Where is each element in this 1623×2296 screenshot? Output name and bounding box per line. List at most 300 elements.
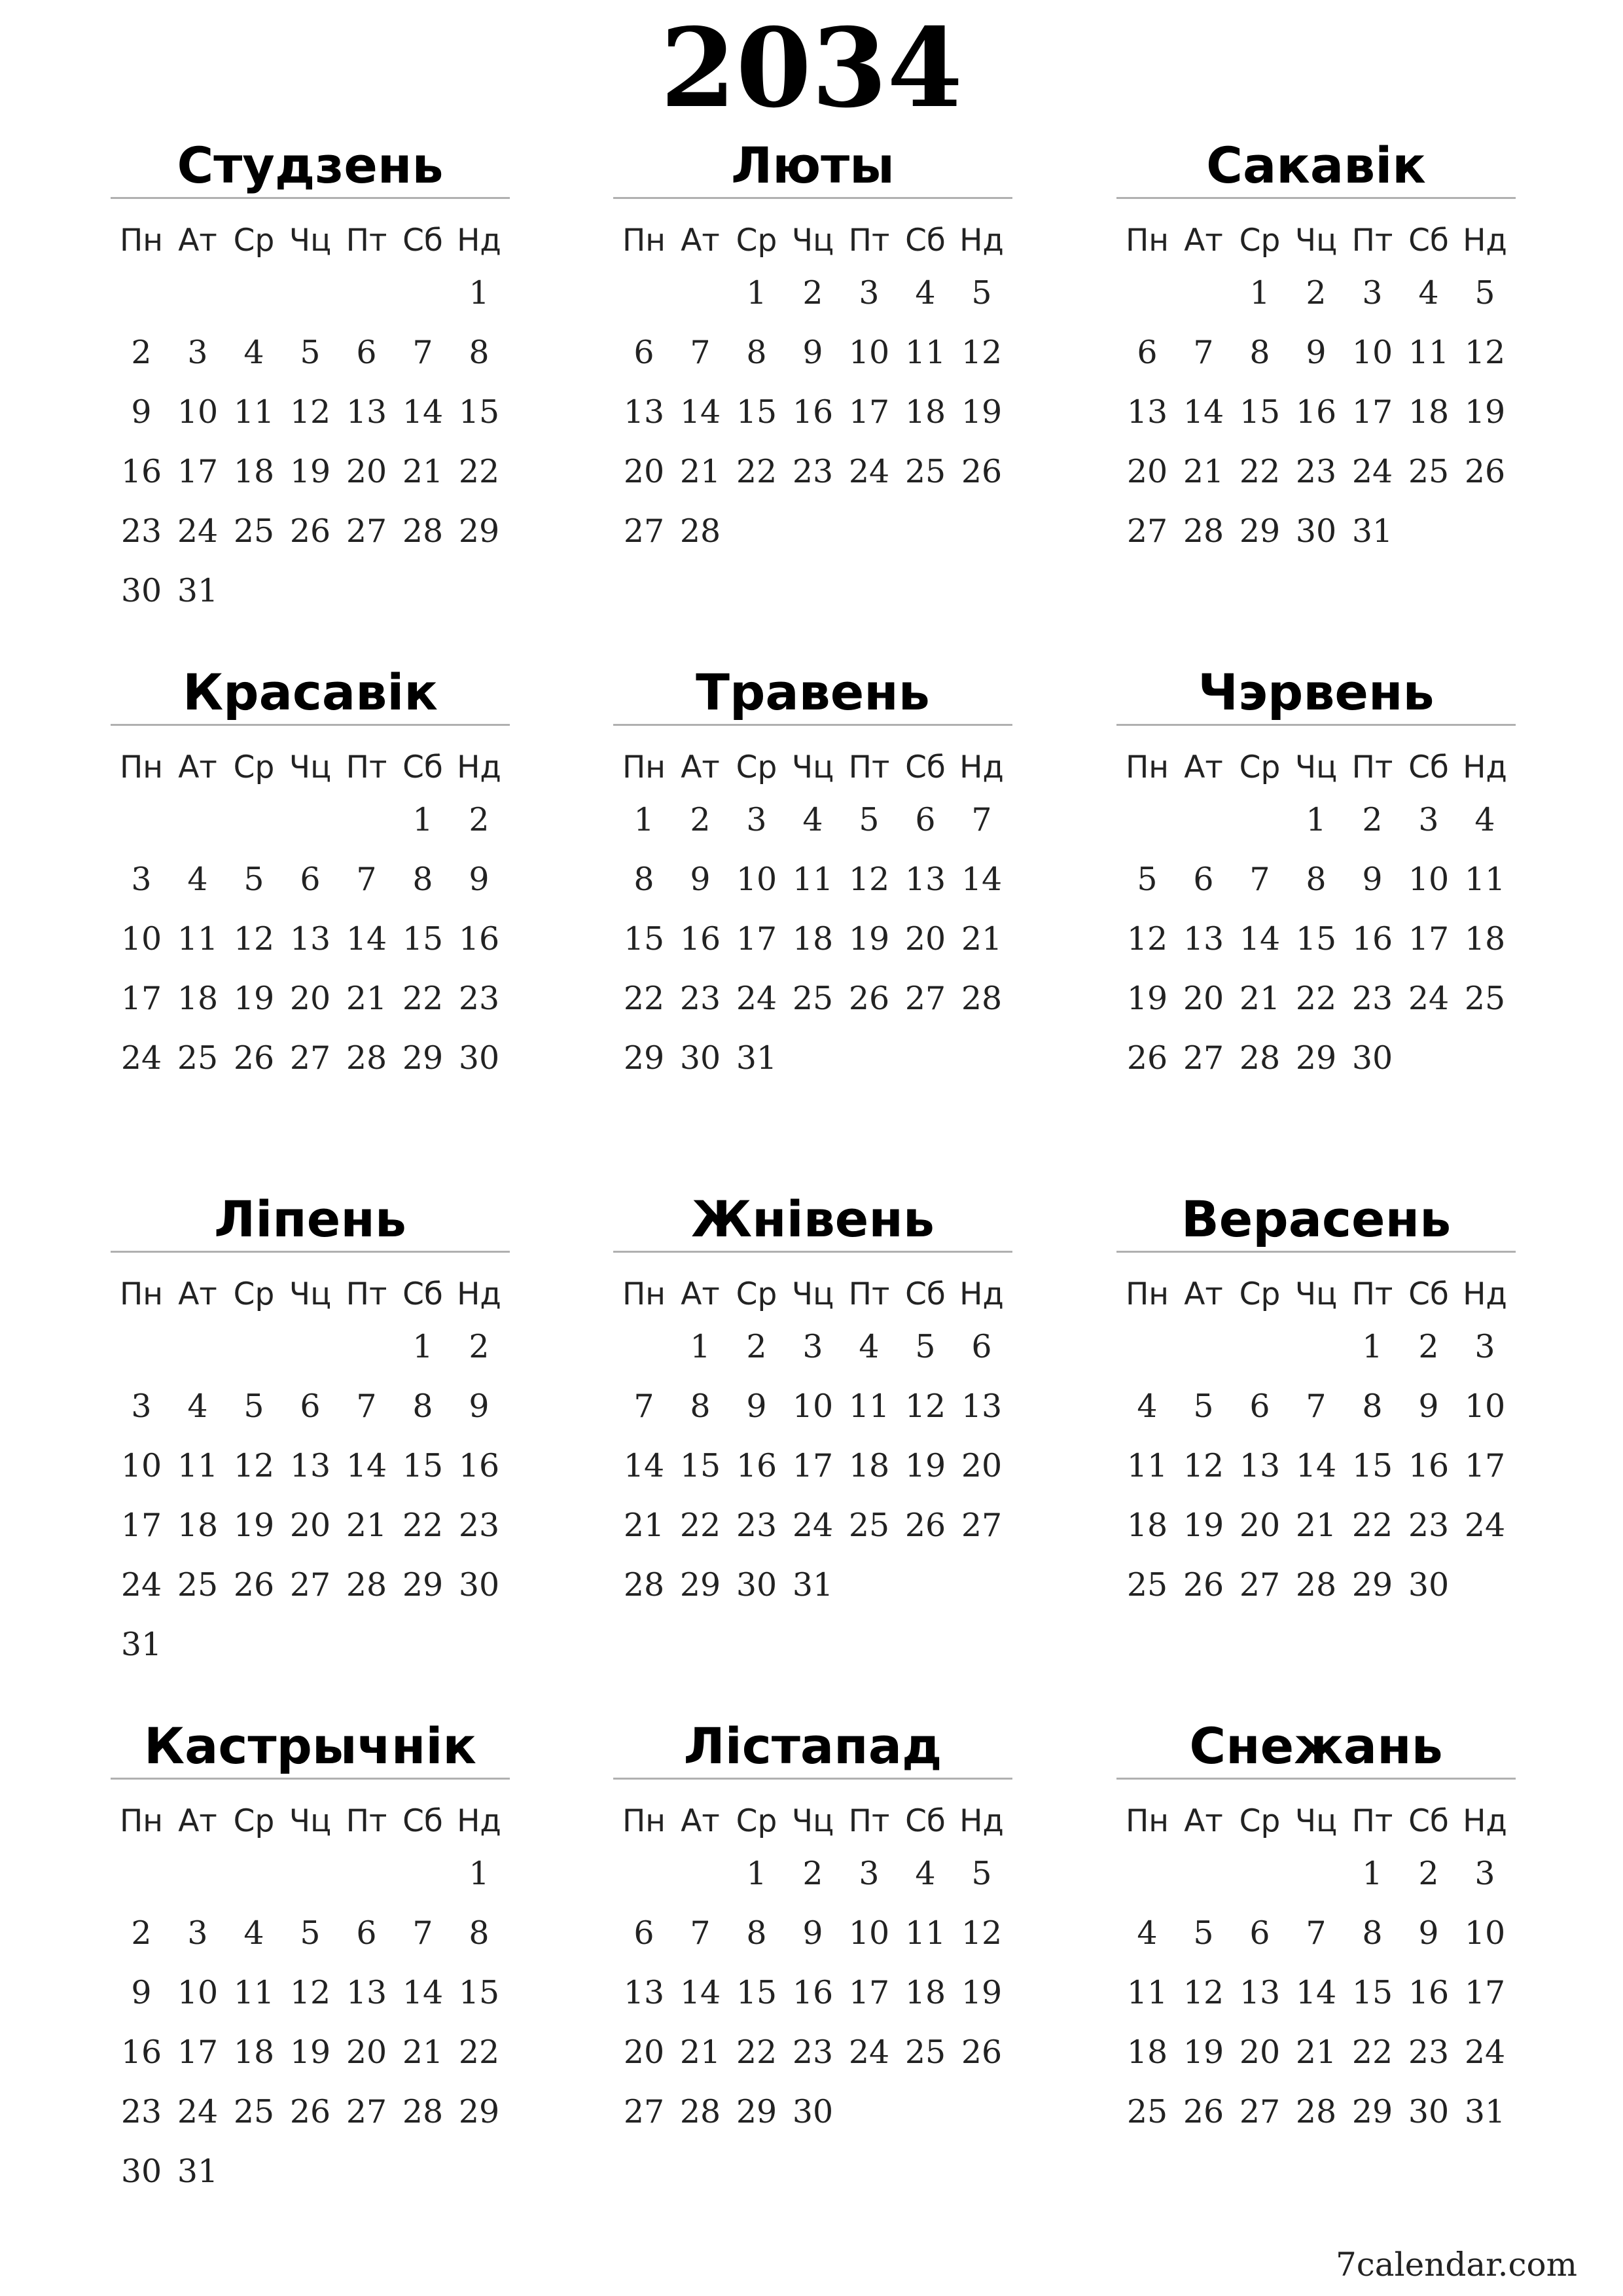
weekday-label: Ат <box>1184 223 1223 259</box>
day-cell: 2 <box>690 801 711 838</box>
day-cell: 4 <box>859 1328 880 1365</box>
day-cell: 23 <box>792 453 834 490</box>
day-cell: 28 <box>1295 1566 1337 1604</box>
day-cell: 18 <box>792 920 834 958</box>
day-cell: 5 <box>1193 1914 1214 1952</box>
day-cell: 16 <box>792 393 834 431</box>
day-cell: 20 <box>1126 453 1168 490</box>
month-name: Жнівень <box>613 1188 1012 1253</box>
day-cell: 3 <box>1362 274 1383 312</box>
day-cell: 4 <box>243 334 264 371</box>
day-cell: 25 <box>177 1566 219 1604</box>
day-cell: 26 <box>233 1566 275 1604</box>
day-cell: 9 <box>1362 861 1383 898</box>
day-cell: 6 <box>633 1914 654 1952</box>
day-cell: 6 <box>633 334 654 371</box>
day-cell: 19 <box>233 980 275 1017</box>
day-cell: 26 <box>904 1507 946 1544</box>
day-cell: 8 <box>1249 334 1270 371</box>
day-cell: 18 <box>233 453 275 490</box>
day-cell: 5 <box>971 1855 992 1892</box>
day-cell: 21 <box>402 2034 444 2071</box>
month-block <box>111 1715 510 2198</box>
month-days-grid <box>111 1253 510 1672</box>
day-cell: 29 <box>402 1566 444 1604</box>
day-cell: 19 <box>289 2034 331 2071</box>
day-cell: 10 <box>1464 1914 1506 1952</box>
day-cell: 24 <box>177 512 219 550</box>
day-cell: 6 <box>1249 1914 1270 1952</box>
day-cell: 20 <box>961 1447 1003 1484</box>
day-cell: 15 <box>1239 393 1281 431</box>
day-cell: 28 <box>623 1566 665 1604</box>
day-cell: 22 <box>1239 453 1281 490</box>
day-cell: 13 <box>1239 1447 1281 1484</box>
day-cell: 9 <box>469 1388 490 1425</box>
weekday-label: Сб <box>1408 749 1449 785</box>
day-cell: 16 <box>120 2034 162 2071</box>
month-days-grid <box>613 199 1012 618</box>
day-cell: 16 <box>458 920 500 958</box>
day-cell: 5 <box>300 334 321 371</box>
day-cell: 18 <box>1126 1507 1168 1544</box>
day-cell: 23 <box>458 980 500 1017</box>
day-cell: 3 <box>746 801 767 838</box>
day-cell: 27 <box>904 980 946 1017</box>
weekday-label: Чц <box>1294 1276 1338 1312</box>
day-cell: 2 <box>1306 274 1327 312</box>
weekday-label: Пт <box>346 223 387 259</box>
day-cell: 11 <box>177 1447 219 1484</box>
day-cell: 19 <box>1183 2034 1224 2071</box>
weekday-label: Нд <box>1463 1276 1507 1312</box>
day-cell: 7 <box>1193 334 1214 371</box>
day-cell: 29 <box>402 1039 444 1077</box>
day-cell: 17 <box>736 920 777 958</box>
weekday-label: Нд <box>457 749 501 785</box>
day-cell: 7 <box>633 1388 654 1425</box>
day-cell: 20 <box>623 2034 665 2071</box>
day-cell: 29 <box>1295 1039 1337 1077</box>
day-cell: 24 <box>792 1507 834 1544</box>
day-cell: 31 <box>120 1626 162 1663</box>
day-cell: 30 <box>1295 512 1337 550</box>
month-name: Лістапад <box>613 1715 1012 1780</box>
day-cell: 14 <box>402 1974 444 2011</box>
day-cell: 13 <box>623 393 665 431</box>
day-cell: 1 <box>1362 1855 1383 1892</box>
day-cell: 7 <box>1306 1388 1327 1425</box>
day-cell: 2 <box>746 1328 767 1365</box>
day-cell: 24 <box>120 1039 162 1077</box>
weekday-label: Нд <box>959 1276 1004 1312</box>
day-cell: 30 <box>679 1039 721 1077</box>
day-cell: 19 <box>289 453 331 490</box>
weekday-label: Нд <box>959 749 1004 785</box>
day-cell: 2 <box>1418 1855 1439 1892</box>
day-cell: 19 <box>904 1447 946 1484</box>
day-cell: 24 <box>1464 2034 1506 2071</box>
day-cell: 23 <box>736 1507 777 1544</box>
weekday-label: Ср <box>736 1803 777 1839</box>
day-cell: 9 <box>131 393 152 431</box>
day-cell: 17 <box>1464 1447 1506 1484</box>
day-cell: 8 <box>746 334 767 371</box>
day-cell: 3 <box>802 1328 823 1365</box>
day-cell: 2 <box>802 1855 823 1892</box>
day-cell: 24 <box>1351 453 1393 490</box>
day-cell: 15 <box>458 1974 500 2011</box>
day-cell: 3 <box>859 274 880 312</box>
day-cell: 16 <box>736 1447 777 1484</box>
day-cell: 4 <box>915 274 936 312</box>
year-title: 2034 <box>660 5 963 132</box>
day-cell: 1 <box>1306 801 1327 838</box>
day-cell: 19 <box>233 1507 275 1544</box>
day-cell: 19 <box>961 1974 1003 2011</box>
day-cell: 8 <box>469 1914 490 1952</box>
weekday-label: Нд <box>457 223 501 259</box>
day-cell: 21 <box>1295 2034 1337 2071</box>
month-name: Студзень <box>111 134 510 199</box>
day-cell: 18 <box>233 2034 275 2071</box>
day-cell: 29 <box>1351 1566 1393 1604</box>
weekday-label: Пт <box>346 749 387 785</box>
day-cell: 28 <box>961 980 1003 1017</box>
day-cell: 28 <box>402 2093 444 2130</box>
day-cell: 20 <box>346 453 387 490</box>
day-cell: 3 <box>131 1388 152 1425</box>
weekday-label: Сб <box>905 1276 946 1312</box>
day-cell: 4 <box>187 1388 208 1425</box>
day-cell: 1 <box>690 1328 711 1365</box>
day-cell: 11 <box>904 334 946 371</box>
weekday-label: Сб <box>1408 1803 1449 1839</box>
day-cell: 2 <box>469 801 490 838</box>
day-cell: 4 <box>915 1855 936 1892</box>
day-cell: 6 <box>300 861 321 898</box>
day-cell: 15 <box>1295 920 1337 958</box>
weekday-label: Сб <box>905 749 946 785</box>
weekday-label: Сб <box>402 1803 443 1839</box>
day-cell: 13 <box>1126 393 1168 431</box>
day-cell: 14 <box>1295 1974 1337 2011</box>
month-block <box>111 661 510 1145</box>
day-cell: 18 <box>1126 2034 1168 2071</box>
day-cell: 22 <box>402 980 444 1017</box>
day-cell: 26 <box>848 980 890 1017</box>
day-cell: 22 <box>736 453 777 490</box>
day-cell: 9 <box>1418 1388 1439 1425</box>
weekday-label: Ат <box>681 749 720 785</box>
month-days-grid <box>613 1253 1012 1672</box>
day-cell: 28 <box>1183 512 1224 550</box>
weekday-label: Пт <box>848 749 890 785</box>
day-cell: 10 <box>177 1974 219 2011</box>
day-cell: 15 <box>458 393 500 431</box>
day-cell: 21 <box>346 980 387 1017</box>
day-cell: 21 <box>1295 1507 1337 1544</box>
day-cell: 24 <box>1464 1507 1506 1544</box>
day-cell: 26 <box>289 512 331 550</box>
day-cell: 3 <box>1474 1328 1495 1365</box>
day-cell: 22 <box>623 980 665 1017</box>
day-cell: 25 <box>904 453 946 490</box>
weekday-label: Ср <box>233 223 275 259</box>
day-cell: 17 <box>1408 920 1450 958</box>
day-cell: 13 <box>1183 920 1224 958</box>
day-cell: 1 <box>469 1855 490 1892</box>
day-cell: 21 <box>346 1507 387 1544</box>
day-cell: 28 <box>1239 1039 1281 1077</box>
day-cell: 28 <box>402 512 444 550</box>
month-days-grid <box>111 199 510 618</box>
weekday-label: Ат <box>681 223 720 259</box>
day-cell: 21 <box>1183 453 1224 490</box>
day-cell: 1 <box>469 274 490 312</box>
day-cell: 16 <box>792 1974 834 2011</box>
weekday-label: Пн <box>622 1803 666 1839</box>
day-cell: 13 <box>289 1447 331 1484</box>
day-cell: 22 <box>458 2034 500 2071</box>
day-cell: 12 <box>233 1447 275 1484</box>
day-cell: 8 <box>1362 1388 1383 1425</box>
day-cell: 26 <box>961 453 1003 490</box>
day-cell: 5 <box>859 801 880 838</box>
day-cell: 6 <box>356 1914 377 1952</box>
day-cell: 7 <box>690 334 711 371</box>
day-cell: 17 <box>848 1974 890 2011</box>
month-name: Травень <box>613 661 1012 726</box>
day-cell: 27 <box>1183 1039 1224 1077</box>
day-cell: 16 <box>1408 1447 1450 1484</box>
day-cell: 15 <box>402 1447 444 1484</box>
day-cell: 5 <box>915 1328 936 1365</box>
day-cell: 23 <box>1408 2034 1450 2071</box>
month-block <box>1116 1188 1516 1672</box>
day-cell: 18 <box>177 1507 219 1544</box>
day-cell: 31 <box>1464 2093 1506 2130</box>
day-cell: 4 <box>1474 801 1495 838</box>
day-cell: 28 <box>1295 2093 1337 2130</box>
day-cell: 3 <box>131 861 152 898</box>
day-cell: 17 <box>792 1447 834 1484</box>
month-block <box>111 1188 510 1672</box>
day-cell: 3 <box>859 1855 880 1892</box>
day-cell: 27 <box>346 2093 387 2130</box>
day-cell: 15 <box>402 920 444 958</box>
day-cell: 29 <box>736 2093 777 2130</box>
day-cell: 11 <box>1126 1447 1168 1484</box>
day-cell: 19 <box>1126 980 1168 1017</box>
month-days-grid <box>613 726 1012 1145</box>
day-cell: 23 <box>792 2034 834 2071</box>
day-cell: 20 <box>289 980 331 1017</box>
day-cell: 7 <box>690 1914 711 1952</box>
day-cell: 22 <box>1295 980 1337 1017</box>
day-cell: 26 <box>1464 453 1506 490</box>
month-block <box>1116 134 1516 618</box>
day-cell: 23 <box>679 980 721 1017</box>
day-cell: 12 <box>961 334 1003 371</box>
weekday-label: Пн <box>1125 1276 1169 1312</box>
weekday-label: Пт <box>1351 223 1393 259</box>
day-cell: 26 <box>1183 2093 1224 2130</box>
day-cell: 15 <box>679 1447 721 1484</box>
weekday-label: Пн <box>119 1276 164 1312</box>
day-cell: 3 <box>187 334 208 371</box>
day-cell: 12 <box>1183 1974 1224 2011</box>
day-cell: 26 <box>1126 1039 1168 1077</box>
day-cell: 13 <box>346 1974 387 2011</box>
weekday-label: Чц <box>791 749 834 785</box>
day-cell: 17 <box>120 980 162 1017</box>
day-cell: 20 <box>1239 2034 1281 2071</box>
day-cell: 9 <box>469 861 490 898</box>
day-cell: 13 <box>346 393 387 431</box>
weekday-label: Пн <box>622 223 666 259</box>
day-cell: 9 <box>131 1974 152 2011</box>
day-cell: 27 <box>961 1507 1003 1544</box>
day-cell: 10 <box>1408 861 1450 898</box>
weekday-label: Сб <box>402 223 443 259</box>
weekday-label: Ср <box>736 749 777 785</box>
day-cell: 14 <box>679 1974 721 2011</box>
day-cell: 24 <box>736 980 777 1017</box>
day-cell: 14 <box>346 1447 387 1484</box>
day-cell: 30 <box>458 1039 500 1077</box>
day-cell: 25 <box>233 2093 275 2130</box>
day-cell: 25 <box>1126 1566 1168 1604</box>
day-cell: 21 <box>961 920 1003 958</box>
day-cell: 10 <box>736 861 777 898</box>
weekday-label: Сб <box>402 749 443 785</box>
day-cell: 2 <box>1418 1328 1439 1365</box>
day-cell: 25 <box>177 1039 219 1077</box>
weekday-label: Чц <box>1294 749 1338 785</box>
day-cell: 14 <box>1295 1447 1337 1484</box>
day-cell: 6 <box>300 1388 321 1425</box>
day-cell: 30 <box>120 572 162 609</box>
day-cell: 9 <box>802 1914 823 1952</box>
day-cell: 27 <box>289 1039 331 1077</box>
weekday-label: Нд <box>959 223 1004 259</box>
weekday-label: Пт <box>1351 749 1393 785</box>
day-cell: 25 <box>904 2034 946 2071</box>
day-cell: 20 <box>289 1507 331 1544</box>
day-cell: 24 <box>848 453 890 490</box>
month-days-grid <box>111 1780 510 2198</box>
day-cell: 16 <box>1351 920 1393 958</box>
day-cell: 2 <box>131 334 152 371</box>
day-cell: 5 <box>1474 274 1495 312</box>
day-cell: 20 <box>346 2034 387 2071</box>
day-cell: 27 <box>1239 2093 1281 2130</box>
day-cell: 22 <box>679 1507 721 1544</box>
day-cell: 18 <box>904 1974 946 2011</box>
day-cell: 1 <box>1362 1328 1383 1365</box>
weekday-label: Нд <box>959 1803 1004 1839</box>
day-cell: 31 <box>177 572 219 609</box>
day-cell: 7 <box>1249 861 1270 898</box>
weekday-label: Пт <box>1351 1803 1393 1839</box>
month-block <box>613 1188 1012 1672</box>
weekday-label: Ср <box>233 1803 275 1839</box>
month-block <box>111 134 510 618</box>
day-cell: 17 <box>177 453 219 490</box>
day-cell: 20 <box>904 920 946 958</box>
weekday-label: Пн <box>1125 749 1169 785</box>
day-cell: 4 <box>243 1914 264 1952</box>
day-cell: 12 <box>289 1974 331 2011</box>
day-cell: 20 <box>1183 980 1224 1017</box>
weekday-label: Ат <box>681 1276 720 1312</box>
weekday-label: Нд <box>1463 749 1507 785</box>
weekday-label: Ср <box>1239 749 1281 785</box>
day-cell: 8 <box>633 861 654 898</box>
day-cell: 11 <box>233 393 275 431</box>
day-cell: 19 <box>848 920 890 958</box>
weekday-label: Пн <box>1125 223 1169 259</box>
weekday-label: Чц <box>289 1803 332 1839</box>
day-cell: 16 <box>1408 1974 1450 2011</box>
day-cell: 14 <box>679 393 721 431</box>
weekday-label: Нд <box>1463 223 1507 259</box>
day-cell: 9 <box>1306 334 1327 371</box>
month-block <box>613 661 1012 1145</box>
day-cell: 24 <box>848 2034 890 2071</box>
day-cell: 6 <box>971 1328 992 1365</box>
day-cell: 30 <box>120 2153 162 2190</box>
day-cell: 8 <box>412 861 433 898</box>
day-cell: 21 <box>402 453 444 490</box>
day-cell: 30 <box>1351 1039 1393 1077</box>
weekday-label: Сб <box>1408 223 1449 259</box>
day-cell: 12 <box>848 861 890 898</box>
day-cell: 1 <box>633 801 654 838</box>
day-cell: 24 <box>120 1566 162 1604</box>
day-cell: 21 <box>623 1507 665 1544</box>
day-cell: 11 <box>848 1388 890 1425</box>
day-cell: 9 <box>1418 1914 1439 1952</box>
day-cell: 12 <box>289 393 331 431</box>
day-cell: 10 <box>1351 334 1393 371</box>
day-cell: 27 <box>623 512 665 550</box>
month-name: Ліпень <box>111 1188 510 1253</box>
day-cell: 12 <box>233 920 275 958</box>
day-cell: 3 <box>1418 801 1439 838</box>
day-cell: 29 <box>458 2093 500 2130</box>
weekday-label: Ср <box>736 223 777 259</box>
day-cell: 19 <box>961 393 1003 431</box>
weekday-label: Чц <box>289 749 332 785</box>
weekday-label: Ат <box>178 749 217 785</box>
day-cell: 16 <box>1295 393 1337 431</box>
day-cell: 10 <box>120 920 162 958</box>
day-cell: 18 <box>1464 920 1506 958</box>
weekday-label: Пт <box>848 1803 890 1839</box>
day-cell: 2 <box>1362 801 1383 838</box>
day-cell: 12 <box>1464 334 1506 371</box>
weekday-label: Чц <box>289 1276 332 1312</box>
day-cell: 17 <box>1351 393 1393 431</box>
day-cell: 11 <box>1408 334 1450 371</box>
day-cell: 30 <box>792 2093 834 2130</box>
day-cell: 4 <box>802 801 823 838</box>
weekday-label: Пт <box>1351 1276 1393 1312</box>
weekday-label: Ср <box>1239 1276 1281 1312</box>
day-cell: 5 <box>1137 861 1158 898</box>
